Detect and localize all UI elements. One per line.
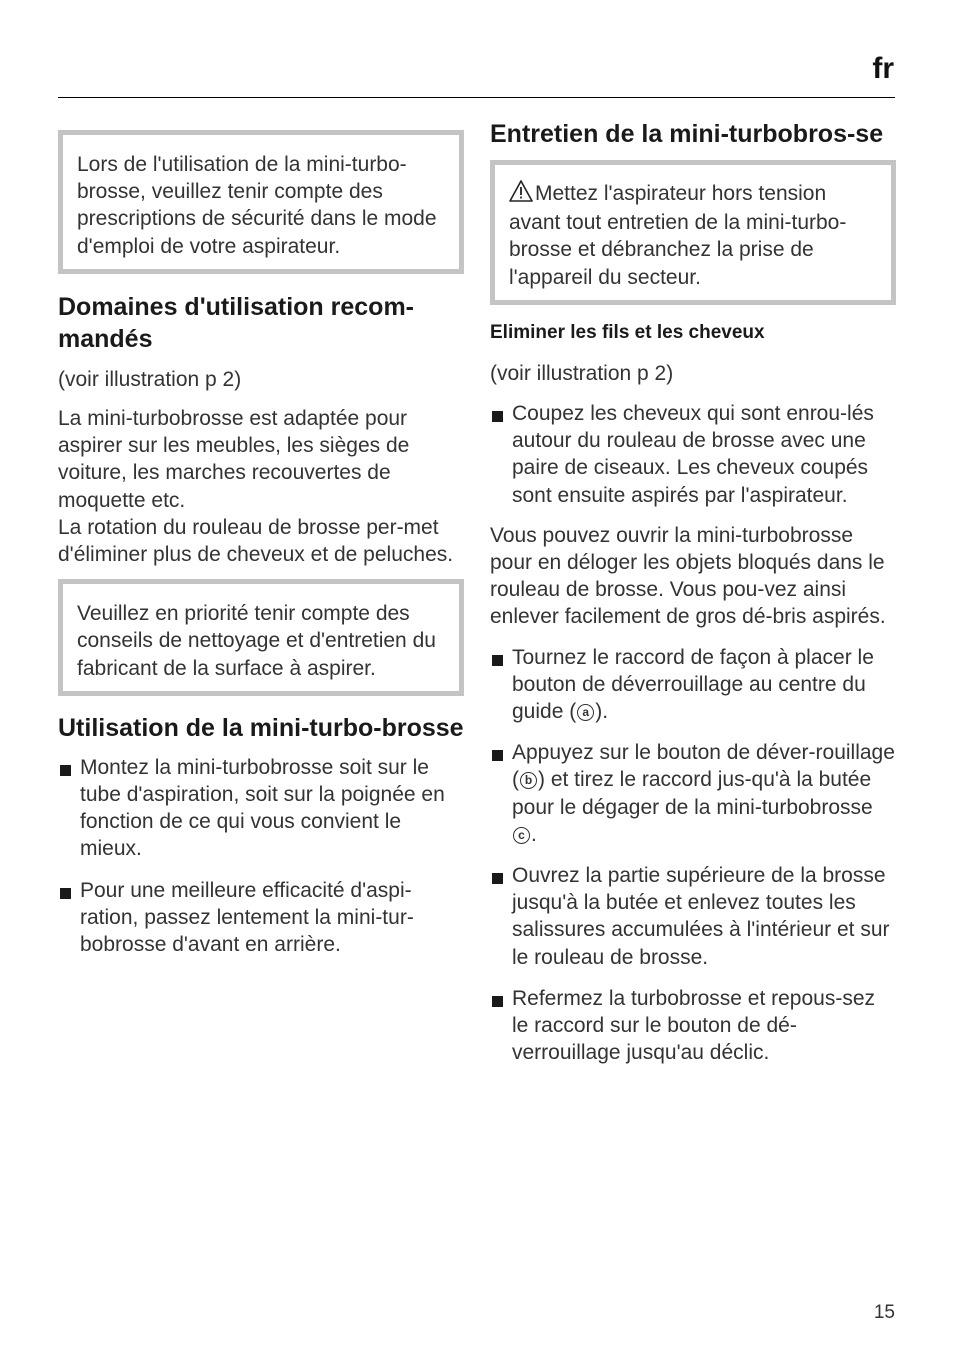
step-text-end: ).	[595, 700, 609, 724]
open-brush-paragraph: Vous pouvez ouvrir la mini-turbobrosse pour en déloger les objets bloqués dans le rouleau de brosse. Vous pou-vez ainsi enlever facilement de gros dé-bris aspirés.	[490, 523, 886, 629]
utilisation-list	[58, 754, 464, 958]
list-item: Ouvrez la partie supérieure de la brosse jusqu'à la butée et enlevez toutes les salissures accumulées à l'intérieur et sur le rouleau de brosse.	[490, 862, 896, 971]
callout-c-marker: c	[513, 827, 530, 844]
callout-a-marker: a	[577, 704, 594, 721]
left-column	[58, 130, 464, 958]
list-item: Montez la mini-turbobrosse soit sur le tube d'aspiration, soit sur la poignée en fonction de ce qui vous convient le mieux.	[58, 754, 464, 863]
step-text: Appuyez sur le bouton de déver-rouillage (	[512, 741, 895, 792]
language-label: fr	[872, 52, 894, 85]
rotation-paragraph: La rotation du rouleau de brosse per-met d'éliminer plus de cheveux et de peluches.	[58, 515, 454, 567]
list-item: Coupez les cheveux qui sont enrou-lés autour du rouleau de brosse avec une paire de ciseaux. Les cheveux coupés sont ensuite aspirés par l'aspirateur.	[490, 400, 896, 509]
list-item	[490, 739, 896, 848]
warning-text: Mettez l'aspirateur hors tension avant tout entretien de la mini-turbo-brosse et débranchez la prise de l'appareil du secteur.	[509, 182, 847, 289]
list-item	[490, 644, 896, 726]
steps-list	[490, 644, 896, 1067]
warning-triangle-icon	[509, 180, 533, 209]
warning-box	[490, 160, 896, 305]
page-number: 15	[873, 1302, 895, 1323]
list-item: Refermez la turbobrosse et repous-sez le raccord sur le bouton de dé-verrouillage jusqu'au déclic.	[490, 985, 896, 1067]
care-notice-text: Veuillez en priorité tenir compte des conseils de nettoyage et d'entretien du fabricant de la surface à aspirer.	[77, 602, 436, 680]
right-column	[490, 118, 896, 1066]
header-rule	[58, 97, 895, 98]
eliminer-list	[490, 400, 896, 509]
callout-b-marker: b	[520, 772, 537, 789]
step-text: ) et tirez le raccord jus-qu'à la butée pour le dégager de la mini-turbobrosse	[512, 768, 873, 819]
heading-utilisation: Utilisation de la mini-turbo-brosse	[58, 713, 464, 742]
list-item: Pour une meilleure efficacité d'aspi-ration, passez lentement la mini-tur-bobrosse d'avant en arrière.	[58, 877, 464, 959]
illustration-reference: (voir illustration p 2)	[58, 367, 242, 391]
safety-notice-text: Lors de l'utilisation de la mini-turbo-brosse, veuillez tenir compte des prescriptions de sécurité dans le mode d'emploi de votre aspirateur.	[77, 153, 437, 258]
heading-eliminer: Eliminer les fils et les cheveux	[490, 321, 765, 343]
safety-notice-box	[58, 130, 464, 274]
care-notice-box	[58, 579, 464, 696]
heading-domaines: Domaines d'utilisation recom-mandés	[58, 292, 415, 353]
usage-paragraph: La mini-turbobrosse est adaptée pour aspirer sur les meubles, les sièges de voiture, les marches recouvertes de moquette etc.	[58, 407, 410, 512]
step-text-end: .	[531, 822, 537, 846]
step-text: Tournez le raccord de façon à placer le bouton de déverrouillage au centre du guide (	[512, 645, 874, 724]
heading-entretien: Entretien de la mini-turbobros-se	[490, 120, 884, 148]
illustration-reference: (voir illustration p 2)	[490, 361, 674, 385]
